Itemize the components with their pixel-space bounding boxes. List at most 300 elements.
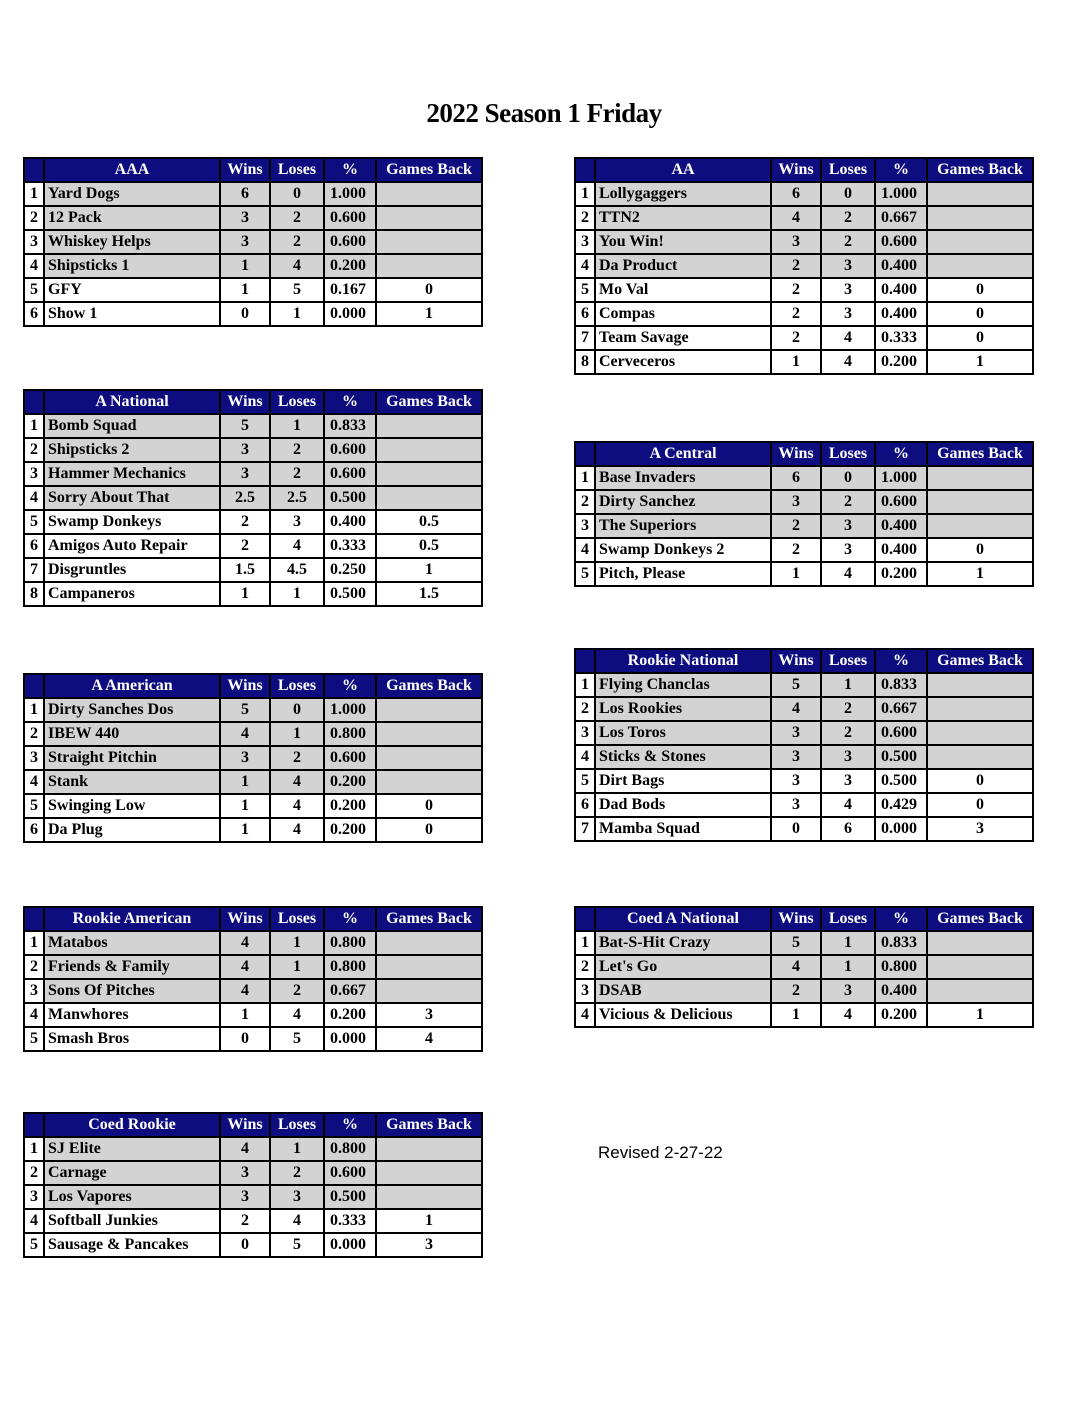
standings-table-coed-rookie (23, 1112, 483, 1258)
team-name: Sausage & Pancakes (44, 1233, 220, 1257)
team-name: Lollygaggers (595, 182, 771, 206)
team-games-back: 0 (927, 302, 1033, 326)
team-row (24, 698, 482, 722)
team-games-back: 1 (376, 558, 482, 582)
team-row (575, 769, 1033, 793)
team-row (575, 302, 1033, 326)
team-loses: 5 (270, 1027, 324, 1051)
team-loses: 2 (270, 230, 324, 254)
team-name: Da Product (595, 254, 771, 278)
team-row (575, 817, 1033, 841)
team-loses: 2 (270, 462, 324, 486)
header-row (575, 649, 1033, 673)
team-name: TTN2 (595, 206, 771, 230)
team-pct: 0.600 (875, 490, 927, 514)
team-loses: 2 (270, 746, 324, 770)
team-pct: 0.200 (324, 818, 376, 842)
team-wins: 3 (220, 1185, 270, 1209)
team-games-back: 1 (927, 350, 1033, 374)
team-games-back: 3 (376, 1003, 482, 1027)
team-name: Compas (595, 302, 771, 326)
team-loses: 0 (821, 466, 875, 490)
team-name: You Win! (595, 230, 771, 254)
team-games-back (927, 466, 1033, 490)
team-name: SJ Elite (44, 1137, 220, 1161)
team-loses: 2 (821, 206, 875, 230)
team-games-back (376, 1161, 482, 1185)
team-loses: 4 (821, 793, 875, 817)
team-pct: 0.250 (324, 558, 376, 582)
team-pct: 0.000 (324, 302, 376, 326)
team-wins: 4 (771, 955, 821, 979)
team-name: Swinging Low (44, 794, 220, 818)
team-games-back: 0 (376, 818, 482, 842)
header-row (24, 674, 482, 698)
team-loses: 3 (821, 538, 875, 562)
games-back-header: Games Back (927, 158, 1033, 182)
pct-header: % (875, 442, 927, 466)
team-pct: 0.000 (324, 1233, 376, 1257)
team-games-back: 0 (927, 793, 1033, 817)
team-name: Manwhores (44, 1003, 220, 1027)
games-back-header: Games Back (927, 649, 1033, 673)
wins-header: Wins (771, 907, 821, 931)
team-loses: 3 (270, 1185, 324, 1209)
team-loses: 1 (270, 582, 324, 606)
team-games-back: 1 (927, 562, 1033, 586)
team-row (24, 582, 482, 606)
team-row (575, 955, 1033, 979)
team-name: Whiskey Helps (44, 230, 220, 254)
team-name: GFY (44, 278, 220, 302)
team-loses: 3 (821, 514, 875, 538)
team-loses: 4 (270, 818, 324, 842)
games-back-header: Games Back (927, 442, 1033, 466)
team-games-back (927, 745, 1033, 769)
team-pct: 0.167 (324, 278, 376, 302)
team-loses: 2 (821, 721, 875, 745)
loses-header: Loses (270, 390, 324, 414)
team-name: Carnage (44, 1161, 220, 1185)
loses-header: Loses (270, 907, 324, 931)
team-rank: 2 (24, 955, 44, 979)
team-loses: 4 (270, 770, 324, 794)
team-name: Mamba Squad (595, 817, 771, 841)
team-rank: 1 (24, 182, 44, 206)
team-rank: 5 (24, 794, 44, 818)
team-loses: 2.5 (270, 486, 324, 510)
team-pct: 0.500 (324, 1185, 376, 1209)
team-rank: 6 (24, 534, 44, 558)
team-wins: 2 (771, 278, 821, 302)
rank-header (575, 907, 595, 931)
team-name: Base Invaders (595, 466, 771, 490)
team-pct: 1.000 (875, 182, 927, 206)
team-games-back (376, 462, 482, 486)
team-name: Sticks & Stones (595, 745, 771, 769)
team-name: Sorry About That (44, 486, 220, 510)
games-back-header: Games Back (927, 907, 1033, 931)
header-row (575, 442, 1033, 466)
team-games-back (927, 490, 1033, 514)
team-rank: 6 (575, 302, 595, 326)
team-row (575, 697, 1033, 721)
team-wins: 3 (771, 793, 821, 817)
team-wins: 2 (771, 326, 821, 350)
team-games-back (376, 414, 482, 438)
team-loses: 3 (270, 510, 324, 534)
team-row (24, 254, 482, 278)
team-loses: 4 (270, 1209, 324, 1233)
team-games-back: 3 (927, 817, 1033, 841)
team-row (24, 1137, 482, 1161)
team-pct: 0.800 (324, 955, 376, 979)
team-wins: 1 (771, 562, 821, 586)
team-games-back: 4 (376, 1027, 482, 1051)
team-name: Swamp Donkeys 2 (595, 538, 771, 562)
team-row (24, 1027, 482, 1051)
team-rank: 6 (24, 818, 44, 842)
pct-header: % (324, 1113, 376, 1137)
team-wins: 3 (220, 1161, 270, 1185)
loses-header: Loses (821, 907, 875, 931)
team-loses: 3 (821, 745, 875, 769)
loses-header: Loses (821, 158, 875, 182)
team-pct: 0.667 (324, 979, 376, 1003)
team-row (24, 770, 482, 794)
team-name: Matabos (44, 931, 220, 955)
wins-header: Wins (220, 158, 270, 182)
team-rank: 1 (24, 931, 44, 955)
wins-header: Wins (771, 442, 821, 466)
team-loses: 2 (270, 206, 324, 230)
team-pct: 0.600 (324, 1161, 376, 1185)
team-name: Da Plug (44, 818, 220, 842)
team-loses: 3 (821, 979, 875, 1003)
team-games-back (927, 673, 1033, 697)
team-pct: 0.833 (875, 931, 927, 955)
loses-header: Loses (270, 158, 324, 182)
team-loses: 1 (821, 673, 875, 697)
team-pct: 0.400 (875, 254, 927, 278)
team-loses: 4 (821, 1003, 875, 1027)
team-loses: 4 (270, 794, 324, 818)
pct-header: % (324, 907, 376, 931)
team-pct: 0.500 (324, 486, 376, 510)
division-name: Coed Rookie (44, 1113, 220, 1137)
wins-header: Wins (771, 158, 821, 182)
team-rank: 4 (24, 1003, 44, 1027)
team-rank: 4 (575, 538, 595, 562)
team-wins: 3 (771, 490, 821, 514)
team-row (575, 350, 1033, 374)
team-games-back (376, 722, 482, 746)
team-loses: 0 (821, 182, 875, 206)
team-loses: 3 (821, 769, 875, 793)
team-wins: 4 (220, 1137, 270, 1161)
team-pct: 0.000 (875, 817, 927, 841)
team-loses: 3 (821, 254, 875, 278)
wins-header: Wins (220, 1113, 270, 1137)
team-loses: 1 (270, 722, 324, 746)
team-wins: 2 (771, 514, 821, 538)
team-games-back (927, 182, 1033, 206)
standings-table-a-central (574, 441, 1034, 587)
team-name: Yard Dogs (44, 182, 220, 206)
rank-header (24, 158, 44, 182)
team-rank: 6 (575, 793, 595, 817)
rank-header (575, 158, 595, 182)
team-rank: 2 (575, 955, 595, 979)
team-games-back: 0 (927, 769, 1033, 793)
team-wins: 2 (771, 302, 821, 326)
games-back-header: Games Back (376, 1113, 482, 1137)
team-wins: 0 (220, 302, 270, 326)
team-name: Softball Junkies (44, 1209, 220, 1233)
team-games-back (376, 182, 482, 206)
team-games-back (927, 931, 1033, 955)
team-name: Cerveceros (595, 350, 771, 374)
team-rank: 1 (575, 673, 595, 697)
team-row (575, 562, 1033, 586)
team-games-back (376, 230, 482, 254)
header-row (24, 390, 482, 414)
team-wins: 2 (220, 534, 270, 558)
division-name: Coed A National (595, 907, 771, 931)
division-name: AAA (44, 158, 220, 182)
team-row (24, 794, 482, 818)
games-back-header: Games Back (376, 390, 482, 414)
team-name: Shipsticks 1 (44, 254, 220, 278)
standings-table-rookie-american (23, 906, 483, 1052)
team-games-back (927, 206, 1033, 230)
team-games-back: 3 (376, 1233, 482, 1257)
team-name: Dirt Bags (595, 769, 771, 793)
team-pct: 0.200 (875, 350, 927, 374)
team-games-back: 0 (927, 326, 1033, 350)
team-pct: 0.200 (324, 1003, 376, 1027)
team-wins: 5 (771, 673, 821, 697)
team-games-back: 0 (927, 278, 1033, 302)
pct-header: % (875, 907, 927, 931)
rank-header (24, 390, 44, 414)
team-row (24, 931, 482, 955)
revised-note: Revised 2-27-22 (598, 1143, 723, 1162)
page-title: 2022 Season 1 Friday (426, 98, 662, 128)
team-name: Disgruntles (44, 558, 220, 582)
team-name: DSAB (595, 979, 771, 1003)
team-rank: 3 (24, 462, 44, 486)
team-loses: 2 (270, 438, 324, 462)
team-row (24, 302, 482, 326)
team-row (24, 278, 482, 302)
team-games-back (927, 254, 1033, 278)
header-row (575, 158, 1033, 182)
team-name: Bomb Squad (44, 414, 220, 438)
team-loses: 4 (821, 326, 875, 350)
team-games-back (376, 931, 482, 955)
team-row (575, 1003, 1033, 1027)
team-pct: 0.200 (324, 794, 376, 818)
team-wins: 4 (220, 955, 270, 979)
team-rank: 1 (24, 1137, 44, 1161)
team-games-back (376, 698, 482, 722)
team-rank: 3 (24, 746, 44, 770)
division-name: Rookie National (595, 649, 771, 673)
team-wins: 2 (220, 510, 270, 534)
team-wins: 1 (771, 1003, 821, 1027)
pct-header: % (324, 390, 376, 414)
team-row (24, 722, 482, 746)
team-games-back: 0 (376, 278, 482, 302)
team-rank: 6 (24, 302, 44, 326)
team-rank: 2 (575, 490, 595, 514)
loses-header: Loses (821, 442, 875, 466)
games-back-header: Games Back (376, 907, 482, 931)
loses-header: Loses (270, 674, 324, 698)
wins-header: Wins (220, 390, 270, 414)
team-pct: 0.833 (875, 673, 927, 697)
team-rank: 4 (575, 254, 595, 278)
header-row (575, 907, 1033, 931)
team-pct: 0.400 (875, 514, 927, 538)
team-pct: 0.833 (324, 414, 376, 438)
pct-header: % (875, 649, 927, 673)
team-pct: 0.400 (875, 538, 927, 562)
team-rank: 3 (575, 979, 595, 1003)
team-games-back: 0.5 (376, 534, 482, 558)
team-name: Shipsticks 2 (44, 438, 220, 462)
standings-table-a-national (23, 389, 483, 607)
team-name: IBEW 440 (44, 722, 220, 746)
team-loses: 1 (270, 931, 324, 955)
team-name: The Superiors (595, 514, 771, 538)
team-games-back (376, 206, 482, 230)
team-pct: 0.600 (324, 206, 376, 230)
team-pct: 0.200 (875, 562, 927, 586)
team-pct: 0.800 (324, 722, 376, 746)
team-rank: 2 (24, 206, 44, 230)
team-games-back (927, 697, 1033, 721)
team-name: Let's Go (595, 955, 771, 979)
team-games-back (376, 254, 482, 278)
team-games-back (927, 230, 1033, 254)
team-rank: 1 (24, 414, 44, 438)
team-games-back: 0.5 (376, 510, 482, 534)
team-name: Mo Val (595, 278, 771, 302)
team-wins: 0 (220, 1233, 270, 1257)
team-row (24, 206, 482, 230)
team-loses: 1 (270, 1137, 324, 1161)
games-back-header: Games Back (376, 674, 482, 698)
team-rank: 1 (575, 931, 595, 955)
team-pct: 0.667 (875, 697, 927, 721)
team-rank: 4 (24, 770, 44, 794)
division-name: A Central (595, 442, 771, 466)
team-row (24, 1209, 482, 1233)
team-games-back (376, 746, 482, 770)
team-wins: 6 (771, 466, 821, 490)
team-pct: 0.800 (324, 1137, 376, 1161)
team-wins: 1 (220, 770, 270, 794)
team-wins: 2 (771, 979, 821, 1003)
team-row (24, 230, 482, 254)
team-name: Friends & Family (44, 955, 220, 979)
pct-header: % (324, 158, 376, 182)
team-rank: 5 (24, 278, 44, 302)
team-wins: 2 (220, 1209, 270, 1233)
team-rank: 5 (24, 510, 44, 534)
header-row (24, 907, 482, 931)
team-wins: 1 (220, 794, 270, 818)
team-wins: 3 (771, 769, 821, 793)
team-rank: 4 (575, 1003, 595, 1027)
team-pct: 1.000 (324, 698, 376, 722)
team-name: Hammer Mechanics (44, 462, 220, 486)
team-row (575, 979, 1033, 1003)
team-pct: 0.600 (324, 230, 376, 254)
team-loses: 1 (821, 931, 875, 955)
team-games-back (376, 486, 482, 510)
team-row (575, 278, 1033, 302)
rank-header (575, 649, 595, 673)
team-row (24, 1161, 482, 1185)
team-wins: 5 (220, 414, 270, 438)
team-wins: 3 (771, 745, 821, 769)
team-games-back (927, 721, 1033, 745)
team-pct: 0.600 (875, 230, 927, 254)
team-loses: 3 (821, 278, 875, 302)
team-pct: 0.333 (875, 326, 927, 350)
team-name: Dad Bods (595, 793, 771, 817)
team-rank: 3 (575, 514, 595, 538)
team-row (24, 1185, 482, 1209)
team-pct: 0.600 (324, 438, 376, 462)
team-games-back (927, 514, 1033, 538)
team-name: Smash Bros (44, 1027, 220, 1051)
team-rank: 4 (575, 745, 595, 769)
team-name: Campaneros (44, 582, 220, 606)
team-row (575, 793, 1033, 817)
team-wins: 3 (220, 746, 270, 770)
team-row (575, 745, 1033, 769)
team-row (24, 438, 482, 462)
team-loses: 6 (821, 817, 875, 841)
team-games-back: 1.5 (376, 582, 482, 606)
team-wins: 2 (771, 538, 821, 562)
team-name: Straight Pitchin (44, 746, 220, 770)
team-wins: 4 (220, 931, 270, 955)
team-wins: 3 (220, 230, 270, 254)
team-pct: 0.000 (324, 1027, 376, 1051)
team-name: Bat-S-Hit Crazy (595, 931, 771, 955)
team-row (24, 510, 482, 534)
team-wins: 1 (220, 1003, 270, 1027)
team-row (24, 486, 482, 510)
team-rank: 1 (575, 466, 595, 490)
team-wins: 2.5 (220, 486, 270, 510)
team-pct: 0.200 (324, 254, 376, 278)
team-row (575, 326, 1033, 350)
team-name: Dirty Sanches Dos (44, 698, 220, 722)
header-row (24, 1113, 482, 1137)
standings-table-aaa (23, 157, 483, 327)
team-pct: 1.000 (875, 466, 927, 490)
team-row (575, 931, 1033, 955)
team-name: Los Rookies (595, 697, 771, 721)
team-row (575, 182, 1033, 206)
team-rank: 5 (575, 562, 595, 586)
